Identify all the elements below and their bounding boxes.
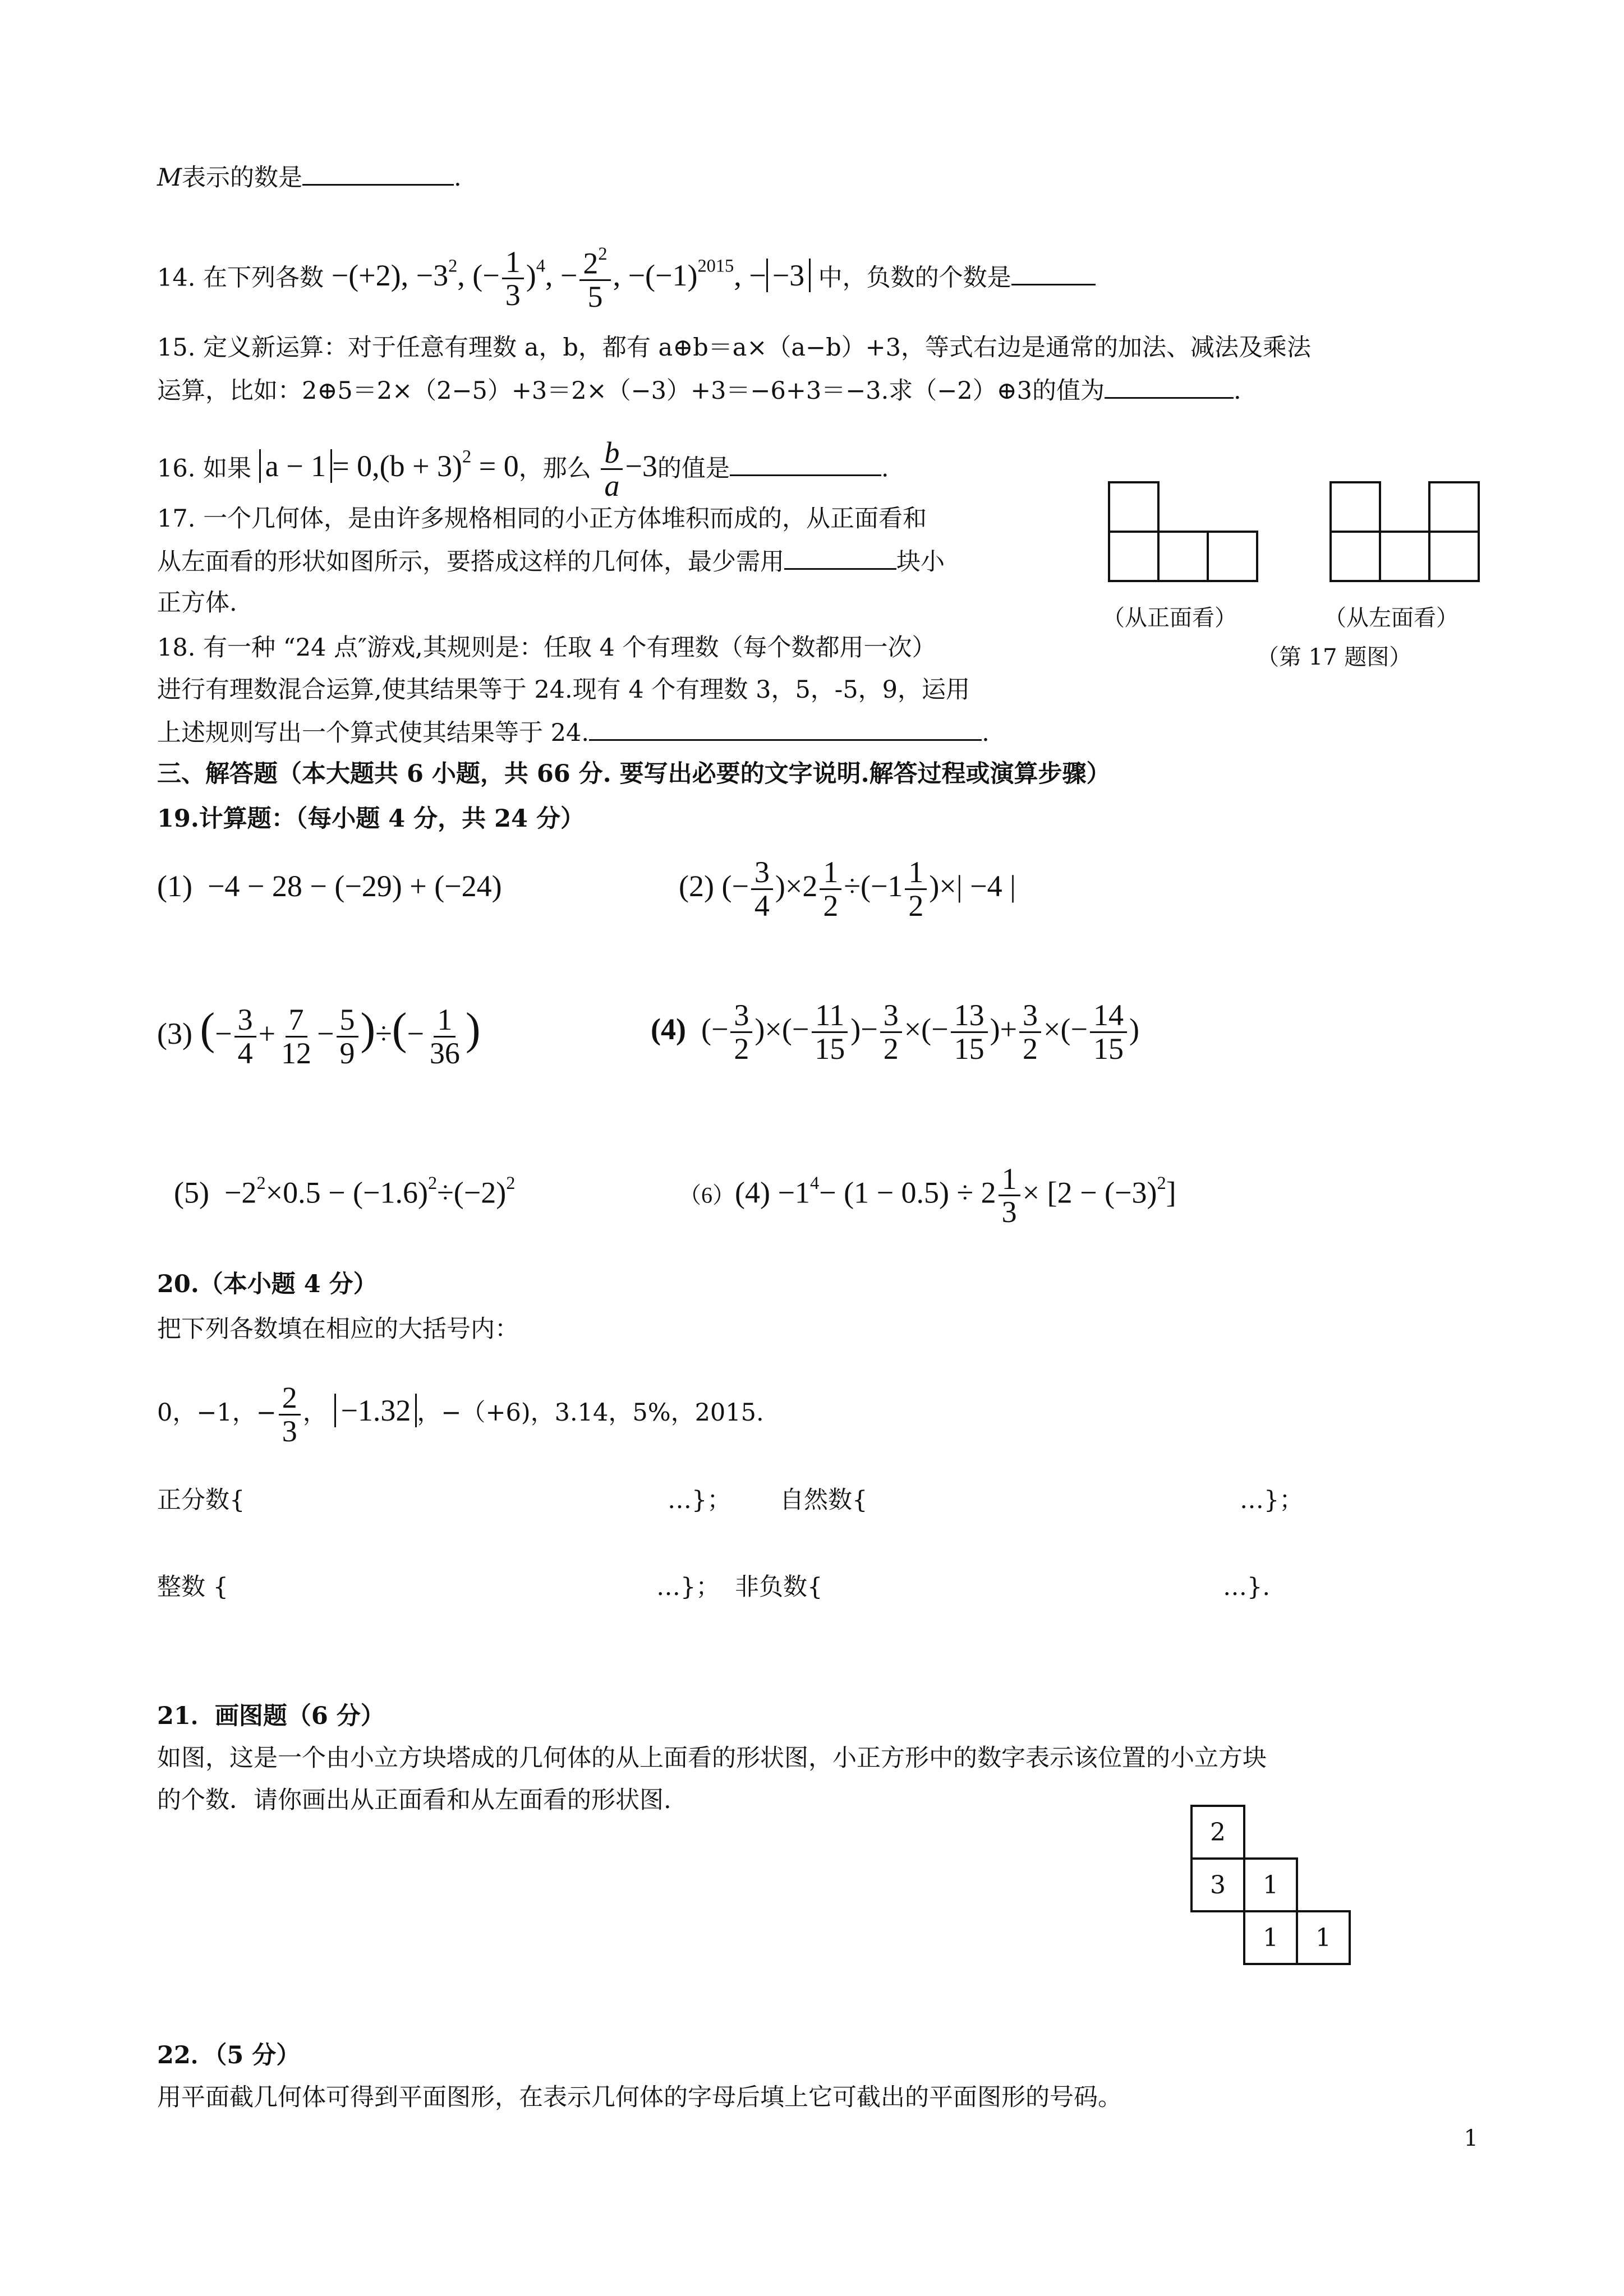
q22-title: 22．（5 分） [157, 2041, 301, 2069]
q18-line3: 上述规则写出一个算式使其结果等于 24. . [157, 715, 990, 750]
q22-line1: 用平面截几何体可得到平面图形，在表示几何体的字母后填上它可截出的平面图形的号码。 [157, 2083, 1122, 2111]
q13-answer-blank [302, 160, 454, 186]
q18-answer-blank [589, 715, 982, 741]
q16-answer-blank [730, 450, 881, 476]
q17-answer-blank [784, 544, 896, 570]
page-number: 1 [1464, 2126, 1478, 2151]
q21-title: 21．画图题（6 分） [157, 1702, 385, 1730]
q17-line3: 正方体. [157, 589, 237, 617]
q17-front-view-figure [1108, 481, 1258, 582]
q19-part2: (2) (− $\frac{3}{4}$ )×2 $\frac{1}{2}$ ÷(−1 $\frac{1}{2}$ )×| −4 | [679, 855, 1016, 923]
q17-line2: 从左面看的形状如图所示，要搭成这样的几何体，最少需用 块小 [157, 544, 945, 579]
q21-line2: 的个数．请你画出从正面看和从左面看的形状图. [157, 1786, 671, 1814]
q18-line2: 进行有理数混合运算,使其结果等于 24.现有 4 个有理数 3，5，-5，9，运用 [157, 676, 970, 704]
q20-end1: …}； [668, 1486, 732, 1514]
q19-title: 19.计算题：（每小题 4 分，共 24 分） [157, 805, 585, 833]
q20-instruction: 把下列各数填在相应的大括号内： [157, 1315, 519, 1343]
q21-cell: 1 [1297, 1911, 1350, 1964]
q20-natural-number-set: 自然数{ [780, 1486, 868, 1514]
q18-line1: 18. 有一种 “24 点″游戏,其规则是：任取 4 个有理数（每个数都用一次） [157, 634, 936, 662]
q17-left-view-figure [1329, 481, 1480, 582]
q15-line2: 运算，比如：2⊕5＝2×（2−5）+3＝2×（−3）+3＝−6+3＝−3.求（−2）⊕3的值为 . [157, 373, 1241, 408]
q14 [157, 236, 1096, 313]
q13-var: M [157, 164, 182, 192]
q21-line1: 如图，这是一个由小立方块塔成的几何体的从上面看的形状图，小正方形中的数字表示该位置的小立方块 [157, 1744, 1267, 1772]
q20-end2: …}； [1240, 1486, 1304, 1514]
q14-prefix: 在下列各数 [203, 264, 324, 292]
q21-cell: 3 [1191, 1859, 1244, 1911]
q20-numbers: 0，−1，− $\frac{2}{3}$ ， −1.32 ，−（+6)，3.14，5%，2015. [157, 1380, 764, 1448]
q17-caption-left: （从左面看） [1324, 605, 1459, 631]
q19-part4: (4) (− $\frac{3}{2}$ )×(− $\frac{11}{15}$ )− $\frac{3}{2}$ ×(− $\frac{13}{15}$ )+ $\frac{3}{2}$ ×(− $\frac{14}{15}$ ) [651, 998, 1139, 1066]
q21-top-view-grid [1190, 1805, 1351, 1965]
q21-cell: 1 [1244, 1859, 1297, 1911]
q20-end3: …}； [656, 1573, 720, 1601]
q14-answer-blank [1011, 260, 1096, 285]
q17-line1: 17. 一个几何体，是由许多规格相同的小正方体堆积而成的，从正面看和 [157, 505, 927, 533]
q20-nonnegative-set: 非负数{ [735, 1573, 823, 1601]
q19-part3: (3) (− $\frac{3}{4}$ + $\frac{7}{12}$ − $\frac{5}{9}$ )÷(− $\frac{1}{36}$ ) [157, 1003, 481, 1071]
q14-number: 14. [157, 264, 196, 292]
section-3-heading: 三、解答题（本大题共 6 小题，共 66 分. 要写出必要的文字说明.解答过程或演算步骤） [157, 760, 1111, 788]
q20-end4: …}. [1223, 1573, 1271, 1601]
q19-part1: (1) −4 − 28 − (−29) + (−24) [157, 869, 502, 903]
q14-suffix: 中，负数的个数是 [818, 264, 1011, 292]
q20-title: 20.（本小题 4 分） [157, 1270, 378, 1298]
q16: 16. 如果 $a - 1 = 0,(b + 3)^2 = 0$，那么 $\frac{b}{a}$ −3的值是 . [157, 435, 889, 503]
q20-integer-set: 整数 { [157, 1573, 229, 1601]
q15-line1: 15. 定义新运算：对于任意有理数 a，b，都有 a⊕b＝a×（a−b）+3，等式右边是通常的加法、减法及乘法 [157, 334, 1311, 362]
q19-part6: $(6)(4) -1^4- (1 - 0.5) \div 2$ $\frac{1}{3}$ × $[2 - (-3)^2]$ [679, 1161, 1176, 1229]
q15-answer-blank [1105, 373, 1234, 399]
q17-figure-caption: （第 17 题图） [1257, 644, 1412, 670]
q14-numbers: −(+2), $-3^2$, (− $\frac{1}{3}$ )$^4$, − $\frac{2^2}{5}$ , $-(-1)^{2015}$, − −3 [332, 259, 818, 292]
q13-tail [157, 160, 462, 195]
q21-cell: 1 [1244, 1911, 1297, 1964]
q21-cell: 2 [1191, 1806, 1244, 1859]
q13-text: 表示的数是 [182, 164, 303, 192]
q17-caption-front: （从正面看） [1102, 605, 1237, 631]
q13-end: . [454, 164, 462, 192]
q20-positive-fraction-set: 正分数{ [157, 1486, 245, 1514]
q19-part5: $(5) -2^2\times 0.5 - (-1.6)^2\div(-2)^2$ [174, 1173, 516, 1210]
